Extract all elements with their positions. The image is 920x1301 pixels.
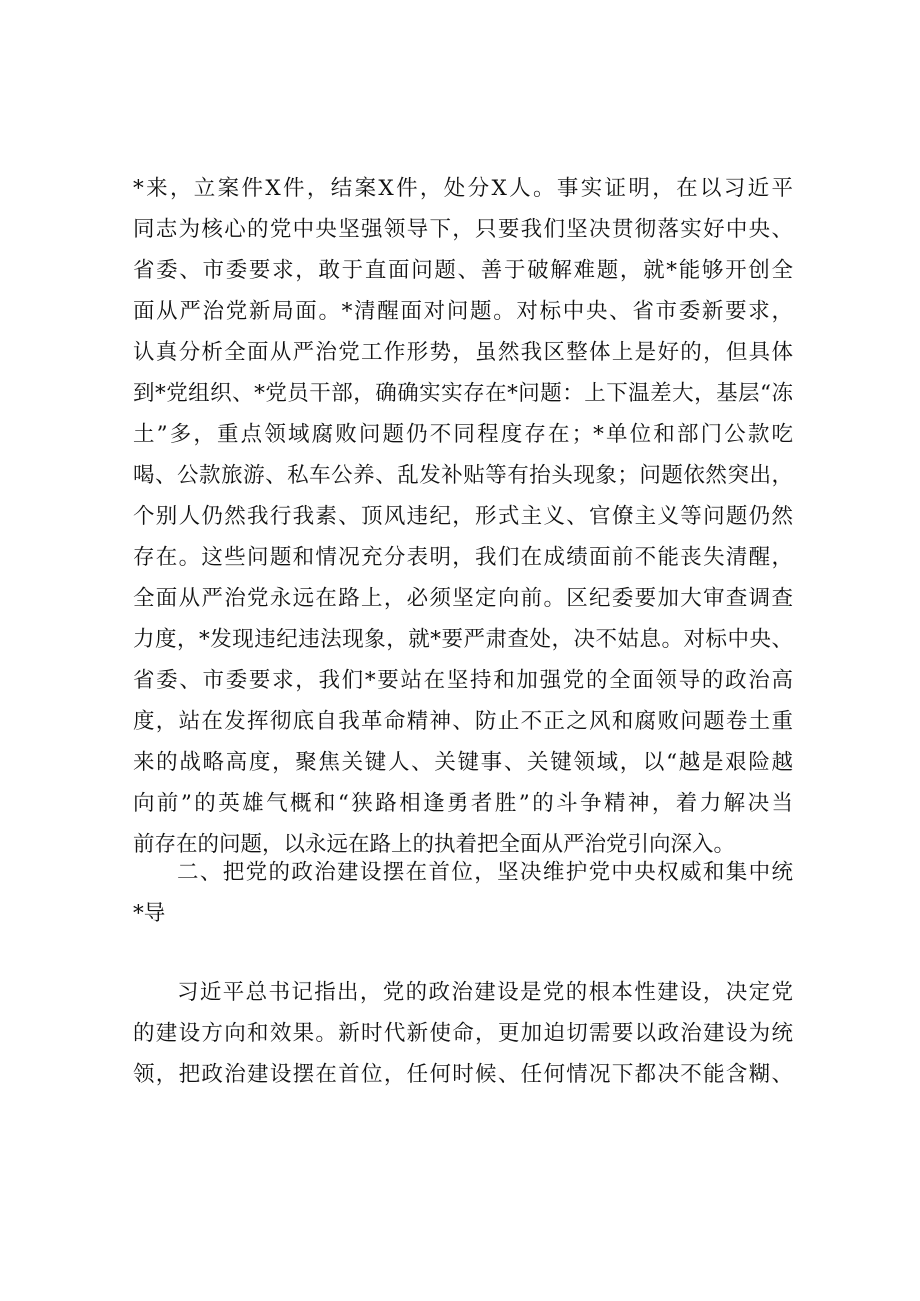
heading-line: *导	[133, 901, 166, 926]
text-line: 度，站在发挥彻底自我革命精神、防止不正之风和腐败问题卷土重	[133, 709, 793, 734]
text-line: 面从严治党新局面。*清醒面对问题。对标中央、省市委新要求，	[133, 299, 793, 324]
text-line: 到*党组织、*党员干部，确确实实存在*问题：上下温差大，基层“冻	[133, 381, 793, 406]
text-line: 领，把政治建设摆在首位，任何时候、任何情况下都决不能含糊、	[133, 1062, 793, 1087]
text-line: 前存在的问题，以永远在路上的执着把全面从严治党引向深入。	[133, 832, 736, 857]
body-paragraph-2	[133, 972, 793, 1095]
text-line: 省委、市委要求，敢于直面问题、善于破解难题，就*能够开创全	[133, 258, 793, 283]
text-line: 全面从严治党永远在路上，必须坚定向前。区纪委要加大审查调查	[133, 586, 793, 611]
text-line: 向前”的英雄气概和“狭路相逢勇者胜”的斗争精神，着力解决当	[133, 791, 793, 816]
heading-line: 二、把党的政治建设摆在首位，坚决维护党中央权威和集中统	[177, 860, 793, 885]
text-line: 来的战略高度，聚焦关键人、关键事、关键领域，以“越是艰险越	[133, 750, 793, 775]
section-heading-2	[133, 852, 793, 934]
text-line: 土”多，重点领域腐败问题仍不同程度存在；*单位和部门公款吃	[133, 422, 793, 447]
text-line: 省委、市委要求，我们*要站在坚持和加强党的全面领导的政治高	[133, 668, 793, 693]
text-line: 同志为核心的党中央坚强领导下，只要我们坚决贯彻落实好中央、	[133, 217, 793, 242]
text-line: 的建设方向和效果。新时代新使命，更加迫切需要以政治建设为统	[133, 1021, 793, 1046]
text-line: 个别人仍然我行我素、顶风违纪，形式主义、官僚主义等问题仍然	[133, 504, 793, 529]
text-line: 喝、公款旅游、私车公养、乱发补贴等有抬头现象；问题依然突出，	[133, 463, 793, 488]
text-line: 习近平总书记指出，党的政治建设是党的根本性建设，决定党	[177, 980, 793, 1005]
body-paragraph-1	[133, 168, 793, 865]
text-line: *来，立案件X件，结案X件，处分X人。事实证明，在以习近平	[133, 176, 793, 201]
text-line: 存在。这些问题和情况充分表明，我们在成绩面前不能丧失清醒，	[133, 545, 793, 570]
text-line: 认真分析全面从严治党工作形势，虽然我区整体上是好的，但具体	[133, 340, 793, 365]
text-line: 力度，*发现违纪违法现象，就*要严肃查处，决不姑息。对标中央、	[133, 627, 793, 652]
